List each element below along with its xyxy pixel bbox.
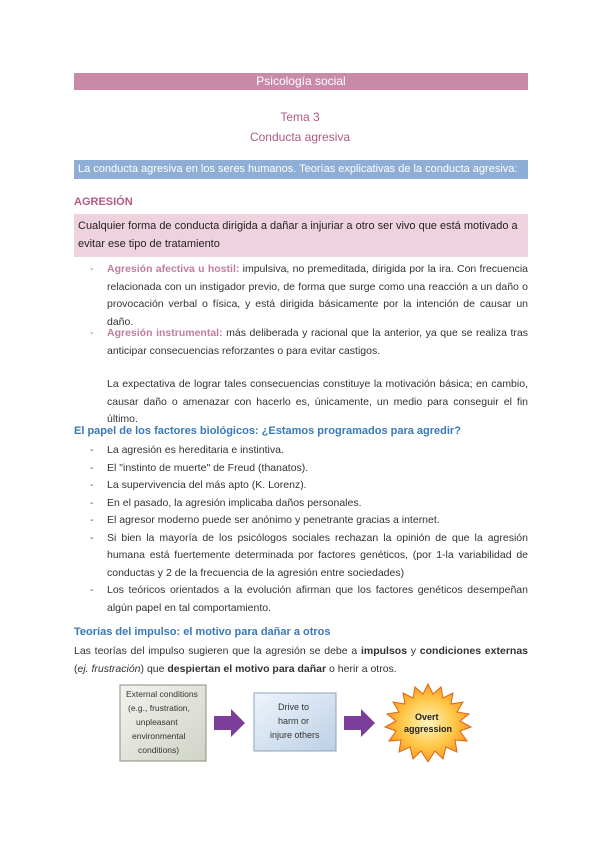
topic-title: Conducta agresiva	[249, 130, 351, 144]
agresion-definition: Cualquier forma de conducta dirigida a dañar a injuriar a otro ser vivo que está motivado a evitar ese tipo de tratamiento	[74, 214, 528, 257]
list-item: - El agresor moderno puede ser anónimo y penetrante gracias a internet.	[90, 514, 440, 526]
topic-number: Tema 3	[280, 110, 320, 124]
course-banner: Psicología social	[74, 73, 528, 90]
burst-label-2: aggression	[403, 724, 453, 734]
term-afectiva: Agresión afectiva u hostil:	[107, 263, 240, 275]
agresion-heading: AGRESIÓN	[74, 196, 133, 208]
list-item: - El "instinto de muerte" de Freud (thanatos).	[90, 461, 309, 474]
agresion-instrumental-list	[74, 325, 528, 360]
term-instrumental: Agresión instrumental:	[107, 327, 223, 339]
list-item	[74, 325, 528, 360]
biologicos-list	[74, 442, 528, 617]
list-item: - La agresión es hereditaria e instintiva.	[90, 444, 284, 456]
bullet-dash: -	[90, 327, 94, 339]
burst-label-1: Overt	[414, 712, 439, 722]
list-item	[74, 261, 528, 331]
text-instrumental: más deliberada y racional que la anterior, ya que se realiza tras anticipar consecuencias reforzantes o para evitar castigos.	[107, 327, 529, 357]
list-item: - En el pasado, la agresión implicaba daños personales.	[90, 496, 362, 509]
burst-shape	[385, 684, 471, 762]
agresion-types-list	[74, 261, 528, 331]
svg-text:Drive to harm or i: Drive to harm or injure others	[270, 702, 320, 740]
list-item: - La supervivencia del más apto (K. Lorenz).	[90, 479, 307, 491]
impulso-paragraph: Las teorías del impulso sugieren que la agresión se debe a impulsos y condiciones externas (ej. frustración) que despiertan el motivo para dañar o herir a otros.	[74, 645, 528, 675]
impulso-heading: Teorías del impulso: el motivo para dañar a otros	[74, 626, 331, 638]
svg-text:External conditions (e.g: External conditions (e.g., frustration, unpleasant environmental conditions)	[126, 689, 198, 755]
bullet-dash: -	[90, 263, 94, 275]
agresion-note: La expectativa de lograr tales consecuencias constituye la motivación básica; en cambio, causar daño o amenazar con hacerlo es, únicamente, un medio para conseguir el fin último.	[107, 378, 528, 425]
section-heading: La conducta agresiva en los seres humanos. Teorías explicativas de la conducta agresiva:	[74, 160, 528, 179]
biologicos-heading: El papel de los factores biológicos: ¿Estamos programados para agredir?	[74, 425, 461, 437]
list-item: - Si bien la mayoría de los psicólogos sociales rechazan la opinión de que la agresión humana está fuertemente determinada por factores genéticos, (por 1-la variabilidad de conductas y 2 de la frecuencia de la agresión entre sociedades)	[90, 531, 528, 579]
arrow-icon	[214, 709, 245, 737]
list-item: - Los teóricos orientados a la evolución afirman que los factores genéticos desempeñan algún papel en tal comportamiento.	[90, 584, 528, 614]
text-afectiva: impulsiva, no premeditada, dirigida por la ira. Con frecuencia relacionada con un instigador previo, de forma que surge como una reacción a un daño o provocación verbal o física, y está dirigida básicamente por la intención de causar un daño.	[107, 263, 528, 328]
drive-theory-diagram	[118, 683, 478, 763]
arrow-icon	[344, 709, 375, 737]
